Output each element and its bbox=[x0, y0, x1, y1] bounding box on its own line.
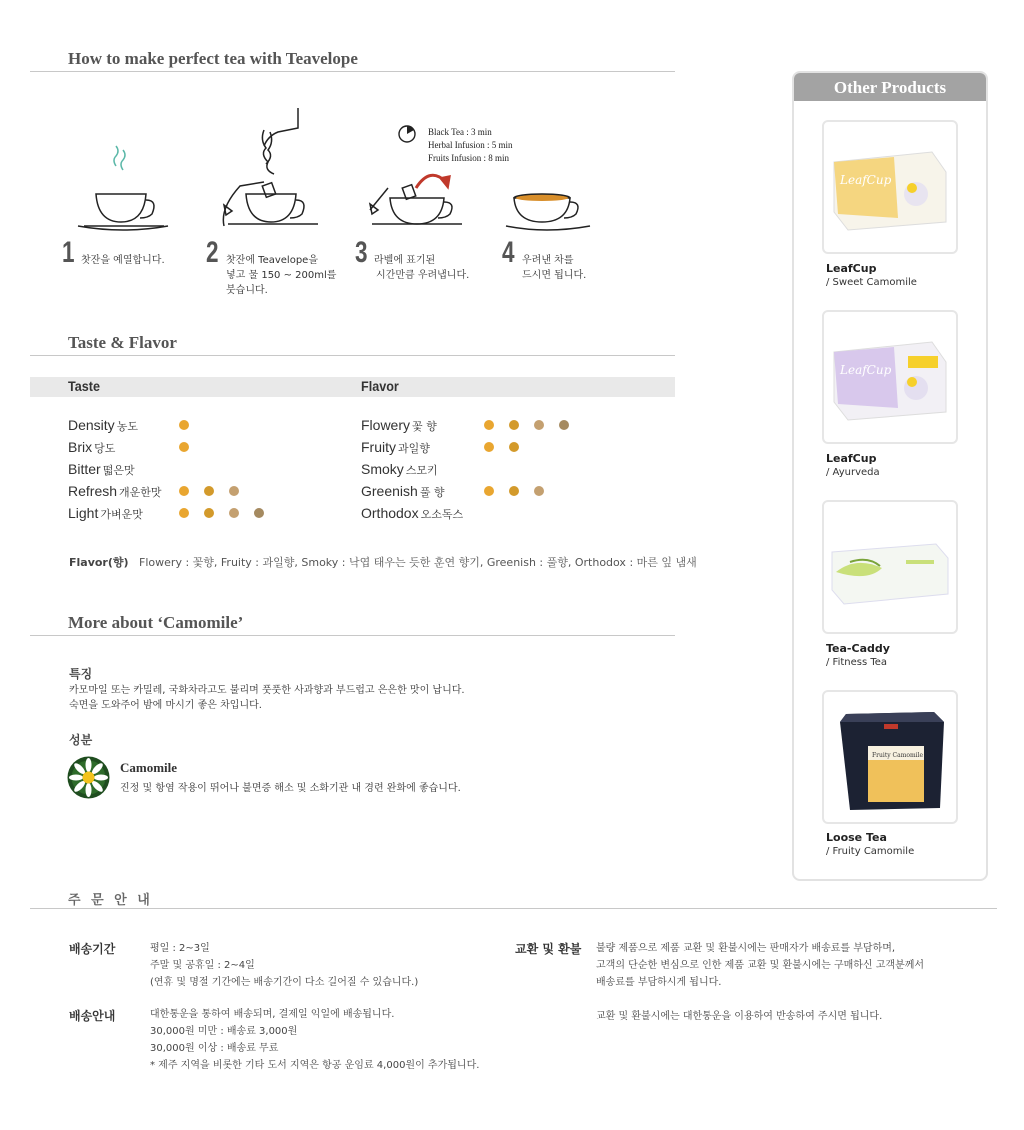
order-info-title: 주 문 안 내 bbox=[68, 893, 153, 908]
product-name[interactable]: Tea-Caddy bbox=[826, 642, 890, 655]
flavor-label: Flavor bbox=[361, 378, 399, 394]
taste-name-ko: 농도 bbox=[116, 420, 138, 433]
product-name[interactable]: Loose Tea bbox=[826, 831, 887, 844]
product-name[interactable]: LeafCup bbox=[826, 262, 877, 275]
taste-name: Density bbox=[68, 417, 115, 433]
flavor-name: Fruity bbox=[361, 439, 396, 455]
taste-row bbox=[68, 417, 138, 434]
taste-name-ko: 떫은맛 bbox=[102, 464, 135, 477]
taste-name-ko: 개운한맛 bbox=[119, 486, 162, 499]
flavor-name-ko: 스모키 bbox=[405, 464, 438, 477]
flavor-name-ko: 꽃 향 bbox=[412, 420, 437, 433]
step-text: 우려낸 차를 드시면 됩니다. bbox=[522, 255, 587, 281]
other-products-title: Other Products bbox=[794, 73, 986, 101]
flavor-name: Flowery bbox=[361, 417, 411, 433]
step-number: 3 bbox=[355, 236, 368, 269]
ingredient-name: Camomile bbox=[120, 760, 178, 775]
flavor-name-ko: 풀 향 bbox=[419, 486, 445, 499]
product-sub[interactable]: / Ayurveda bbox=[826, 467, 880, 478]
taste-name: Refresh bbox=[68, 483, 118, 499]
ingredient-desc: 진정 및 항염 작용이 뛰어나 불면증 해소 및 소화기관 내 경련 완화에 좋습니다. bbox=[120, 783, 461, 794]
leafcup-ayurveda-image bbox=[824, 312, 956, 442]
step-number: 2 bbox=[206, 236, 219, 269]
exchange-label: 교환 및 환불 bbox=[515, 942, 582, 956]
product-name[interactable]: LeafCup bbox=[826, 452, 877, 465]
rating-dot bbox=[509, 442, 519, 452]
flavor-name: Greenish bbox=[361, 483, 418, 499]
taste-row bbox=[68, 483, 162, 500]
taste-name-ko: 당도 bbox=[94, 442, 116, 455]
exchange-note: 교환 및 환불시에는 대한통운을 이용하여 반송하여 주시면 됩니다. bbox=[596, 1011, 883, 1022]
rating-dot bbox=[254, 508, 264, 518]
product-image-link[interactable] bbox=[822, 500, 958, 634]
taste-label: Taste bbox=[68, 378, 100, 394]
flavor-name: Smoky bbox=[361, 461, 404, 477]
rating-dot bbox=[484, 420, 494, 430]
step-text: 찻잔에 Teavelope을 넣고 물 150 ~ 200ml를 붓습니다. bbox=[226, 255, 337, 296]
section-divider bbox=[30, 355, 675, 356]
rating-dot bbox=[484, 486, 494, 496]
exchange-text: 불량 제품으로 제품 교환 및 환불시에는 판매자가 배송료를 부담하며, 고객의 단순한 변심으로 인한 제품 교환 및 환불시에는 구매하신 고객분께서 배송료를 부담하시게 됩니다. bbox=[596, 943, 925, 988]
time-black-tea: Black Tea : 3 min bbox=[428, 127, 492, 137]
leafcup-sweet-camomile-image bbox=[824, 122, 956, 252]
step-number: 4 bbox=[502, 236, 515, 269]
tea-caddy-fitness-image bbox=[824, 502, 956, 632]
taste-flavor-header bbox=[30, 377, 675, 397]
rating-dot bbox=[179, 486, 189, 496]
feature-text: 카모마일 또는 카밀레, 국화차라고도 불리며 풋풋한 사과향과 부드럽고 은은한 맛이 납니다. 숙면을 도와주어 밤에 마시기 좋은 차입니다. bbox=[69, 685, 465, 711]
flavor-row bbox=[361, 417, 437, 434]
other-products-panel bbox=[792, 71, 988, 881]
taste-name: Brix bbox=[68, 439, 93, 455]
flavor-name: Orthodox bbox=[361, 505, 419, 521]
taste-flavor-title: Taste & Flavor bbox=[68, 333, 177, 352]
delivery-info-label: 배송안내 bbox=[69, 1009, 116, 1023]
rating-dot bbox=[179, 420, 189, 430]
flavor-name-ko: 오소독스 bbox=[420, 508, 464, 521]
rating-dot bbox=[204, 486, 214, 496]
step-number: 1 bbox=[62, 236, 75, 269]
svg-text:LeafCup: LeafCup bbox=[840, 363, 892, 377]
time-fruits: Fruits Infusion : 8 min bbox=[428, 153, 510, 163]
product-sub[interactable]: / Fitness Tea bbox=[826, 657, 888, 668]
section-divider bbox=[30, 71, 675, 72]
taste-name-ko: 가벼운맛 bbox=[100, 508, 143, 521]
taste-row bbox=[68, 461, 135, 478]
flavor-row bbox=[361, 439, 430, 456]
camomile-flower-icon bbox=[67, 756, 110, 799]
loose-tea-fruity-camomile-image bbox=[824, 692, 956, 822]
flavor-note: Flavor(향) Flowery : 꽃향, Fruity : 과일향, Smoky : 낙엽 태우는 듯한 훈연 향기, Greenish : 풀향, Orthodox : 마른 잎 냄새 bbox=[69, 556, 697, 569]
feature-label: 특징 bbox=[69, 667, 93, 681]
taste-row bbox=[68, 505, 143, 522]
delivery-info-text: 대한통운을 통하여 배송되며, 결제일 익일에 배송됩니다. 30,000원 미만 : 배송료 3,000원 30,000원 이상 : 배송료 무료 * 제주 지역을 비롯한 기타 도서 지역은 항공 운임료 4,000원이 추가됩니다. bbox=[150, 1009, 480, 1071]
rating-dot bbox=[229, 486, 239, 496]
product-sub[interactable]: / Fruity Camomile bbox=[826, 846, 915, 857]
ready-tea-cup-icon bbox=[506, 194, 590, 230]
flavor-row bbox=[361, 505, 463, 522]
section-divider bbox=[30, 635, 675, 636]
brewing-steps-illustration bbox=[60, 100, 620, 235]
delivery-period-text: 평일 : 2~3일 주말 및 공휴일 : 2~4일 (연휴 및 명절 기간에는 배송기간이 다소 길어질 수 있습니다.) bbox=[150, 943, 419, 988]
taste-row bbox=[68, 439, 115, 456]
timer-icon bbox=[399, 126, 415, 142]
time-herbal: Herbal Infusion : 5 min bbox=[428, 140, 513, 150]
product-image-link[interactable] bbox=[822, 120, 958, 254]
product-image-link[interactable] bbox=[822, 310, 958, 444]
rating-dot bbox=[204, 508, 214, 518]
more-about-title: More about ‘Camomile’ bbox=[68, 613, 244, 632]
rating-dot bbox=[179, 442, 189, 452]
rating-dot bbox=[559, 420, 569, 430]
rating-dot bbox=[509, 420, 519, 430]
flavor-name-ko: 과일향 bbox=[398, 442, 430, 455]
hot-cup-icon bbox=[78, 146, 168, 230]
rating-dot bbox=[534, 486, 544, 496]
svg-text:LeafCup: LeafCup bbox=[840, 173, 892, 187]
section-divider bbox=[30, 908, 997, 909]
rating-dot bbox=[229, 508, 239, 518]
product-image-link[interactable] bbox=[822, 690, 958, 824]
rating-dot bbox=[179, 508, 189, 518]
flavor-row bbox=[361, 461, 438, 478]
steeping-cup-icon bbox=[370, 175, 462, 224]
step-text: 찻잔을 예열합니다. bbox=[81, 255, 165, 266]
rating-dot bbox=[509, 486, 519, 496]
svg-text:Fruity Camomile: Fruity Camomile bbox=[872, 752, 924, 759]
how-to-title: How to make perfect tea with Teavelope bbox=[68, 49, 358, 68]
pouring-cup-icon bbox=[223, 108, 318, 226]
rating-dot bbox=[484, 442, 494, 452]
product-sub[interactable]: / Sweet Camomile bbox=[826, 277, 917, 288]
flavor-row bbox=[361, 483, 445, 500]
taste-name: Bitter bbox=[68, 461, 101, 477]
step-text: 라벨에 표기된 시간만큼 우려냅니다. bbox=[374, 255, 470, 281]
taste-name: Light bbox=[68, 505, 99, 521]
ingredient-label: 성분 bbox=[69, 733, 93, 747]
delivery-period-label: 배송기간 bbox=[69, 942, 116, 956]
rating-dot bbox=[534, 420, 544, 430]
